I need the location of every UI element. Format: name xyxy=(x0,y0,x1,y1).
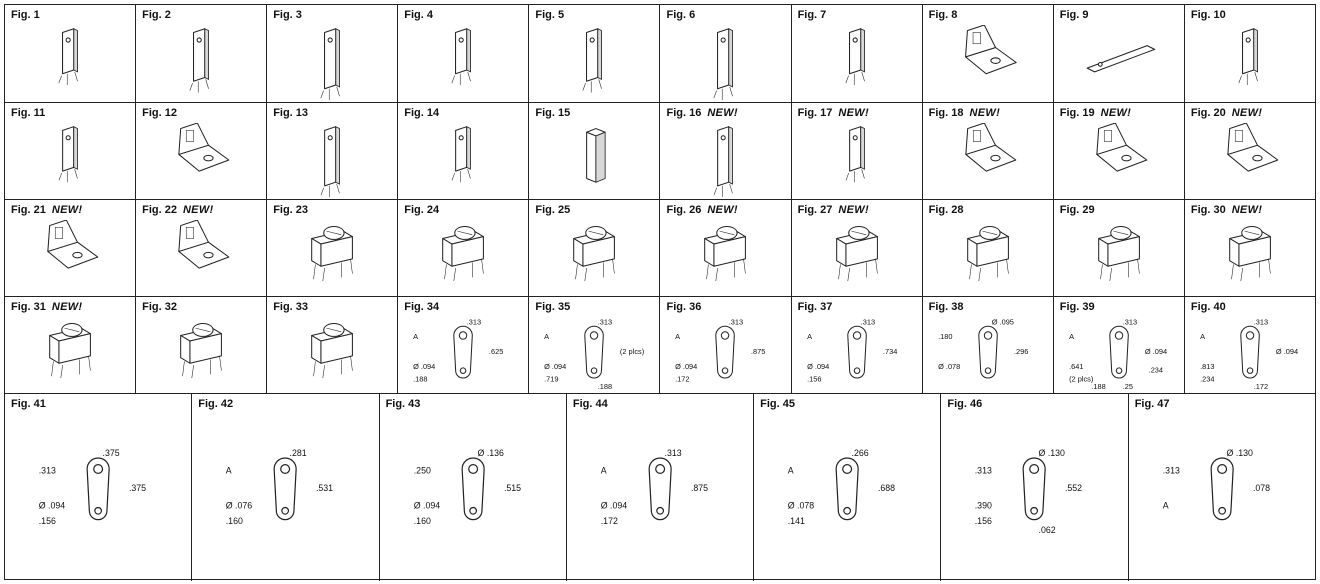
tab-terminal-short-icon xyxy=(5,123,135,197)
dimension-label: Ø .130 xyxy=(1226,447,1253,458)
dimension-label: .313 xyxy=(38,465,56,476)
dimension-label: .281 xyxy=(289,447,307,458)
figure-cell xyxy=(398,103,529,199)
dual-tab-bracket-icon xyxy=(1185,123,1315,197)
figure-label: Fig. 42 xyxy=(198,398,234,410)
new-badge: NEW! xyxy=(182,204,214,216)
ribbed-phillips-terminal-icon xyxy=(5,317,135,391)
angled-screw-terminal-icon xyxy=(267,317,397,391)
figure-label: Fig. 19 xyxy=(1059,107,1095,119)
dimension-label: .875 xyxy=(751,347,766,356)
figure-cell xyxy=(267,200,398,296)
new-badge: NEW! xyxy=(838,107,869,119)
figure-cell xyxy=(136,200,267,296)
dimension-label: Ø .094 xyxy=(413,500,440,511)
figure-caption xyxy=(142,9,171,21)
figure-cell xyxy=(1185,200,1315,296)
figure-label: Fig. 38 xyxy=(928,301,964,313)
dimension-label: .234 xyxy=(1199,374,1215,384)
dimension-label: .813 xyxy=(1199,361,1215,371)
dimension-label: .313 xyxy=(1122,317,1137,327)
figure-label: Fig. 46 xyxy=(947,398,983,410)
figure-cell xyxy=(136,5,267,102)
figure-caption xyxy=(1191,204,1262,216)
figure-cell xyxy=(923,103,1054,199)
dimension-label: A xyxy=(675,332,681,342)
figure-caption xyxy=(1191,107,1262,119)
dimension-label: .313 xyxy=(467,317,482,327)
figure-cell xyxy=(1054,200,1185,296)
figure-label: Fig. 29 xyxy=(1059,204,1095,216)
dual-clip-terminal-icon xyxy=(5,25,135,100)
figure-cell xyxy=(923,200,1054,296)
figure-label: Fig. 5 xyxy=(535,9,565,21)
figure-caption xyxy=(573,398,608,410)
dimension-label: A xyxy=(787,465,794,476)
figure-cell xyxy=(1054,103,1185,199)
phillips-screw-terminal-icon xyxy=(792,220,922,294)
figure-label: Fig. 33 xyxy=(273,301,309,313)
figure-label: Fig. 45 xyxy=(760,398,795,410)
figure-label: Fig. 40 xyxy=(1190,301,1226,313)
figure-cell xyxy=(529,5,660,102)
dimension-label: .719 xyxy=(544,374,559,384)
dimension-label: Ø .130 xyxy=(1038,447,1066,458)
figure-label: Fig. 2 xyxy=(142,9,171,21)
dimension-label: A xyxy=(806,332,812,342)
dimensioned-solder-lug-icon xyxy=(5,414,191,579)
figure-cell xyxy=(1054,297,1185,393)
new-badge: NEW! xyxy=(707,204,738,216)
figure-caption xyxy=(1060,204,1095,216)
dimension-label: A xyxy=(600,465,607,476)
figure-label: Fig. 3 xyxy=(273,9,302,21)
figure-caption xyxy=(11,204,82,216)
figure-caption xyxy=(273,107,308,119)
figure-caption xyxy=(1060,9,1089,21)
dimensioned-solder-lug-icon xyxy=(1054,317,1184,391)
figure-label: Fig. 34 xyxy=(404,301,440,313)
tab-terminal-single-pin-icon xyxy=(792,25,922,100)
figure-label: Fig. 24 xyxy=(404,204,440,216)
square-post-icon xyxy=(529,123,659,197)
figure-label: Fig. 26 xyxy=(666,204,702,216)
dimension-label: A xyxy=(413,332,419,342)
crimp-receptacle-icon xyxy=(267,25,397,100)
dimensioned-solder-lug-icon xyxy=(754,414,940,579)
figure-label: Fig. 41 xyxy=(11,398,46,410)
figure-caption xyxy=(929,107,1000,119)
dimensioned-solder-lug-icon xyxy=(380,414,566,579)
figure-caption xyxy=(11,9,40,21)
figure-label: Fig. 30 xyxy=(1190,204,1226,216)
dimension-label: (2 plcs) xyxy=(620,347,645,356)
dimension-label: .156 xyxy=(975,516,993,526)
figure-caption xyxy=(929,204,964,216)
figure-cell xyxy=(792,103,923,199)
double-tab-terminal-icon xyxy=(1185,25,1315,100)
dimension-label: .266 xyxy=(851,447,869,458)
dimension-label: Ø .094 xyxy=(675,361,698,371)
dimension-label: A xyxy=(544,332,550,342)
figure-cell xyxy=(5,297,136,393)
top-screw-terminal-icon xyxy=(923,220,1053,294)
figure-cell xyxy=(5,394,192,581)
dimension-label: A xyxy=(226,465,232,476)
figure-cell xyxy=(398,200,529,296)
dimension-label: A xyxy=(1162,500,1169,511)
figure-cell xyxy=(792,200,923,296)
new-badge: NEW! xyxy=(838,204,869,216)
dimension-label: .078 xyxy=(1252,483,1270,493)
new-badge: NEW! xyxy=(51,204,83,216)
figure-caption xyxy=(535,9,564,21)
dimensioned-solder-lug-icon xyxy=(660,317,790,391)
dimensioned-solder-lug-icon xyxy=(1129,414,1315,579)
figure-caption xyxy=(798,9,827,21)
dimension-label: .552 xyxy=(1065,483,1083,493)
figure-label: Fig. 14 xyxy=(404,107,440,119)
figure-cell xyxy=(5,200,136,296)
figure-label: Fig. 28 xyxy=(928,204,964,216)
figure-caption xyxy=(142,204,213,216)
figure-label: Fig. 43 xyxy=(385,398,421,410)
figure-caption xyxy=(273,301,308,313)
dimension-label: .313 xyxy=(729,317,744,327)
dimension-label: Ø .094 xyxy=(1275,347,1298,356)
figure-label: Fig. 23 xyxy=(273,204,309,216)
dimensioned-solder-lug-icon xyxy=(792,317,922,391)
dimension-label: .313 xyxy=(598,317,613,327)
dimension-label: Ø .094 xyxy=(600,500,628,511)
screw-terminal-block-icon xyxy=(1054,220,1184,294)
figure-label: Fig. 44 xyxy=(572,398,608,410)
figure-caption xyxy=(929,9,958,21)
screw-clamp-terminal-icon xyxy=(136,317,266,391)
dimension-label: .688 xyxy=(878,483,896,493)
figure-caption xyxy=(273,9,302,21)
tab-terminal-open-leg-icon xyxy=(529,25,659,100)
figure-caption xyxy=(198,398,233,410)
figure-label: Fig. 27 xyxy=(797,204,833,216)
figure-cell xyxy=(923,5,1054,102)
horizontal-tab-terminal-three-leg-icon xyxy=(792,123,922,197)
figure-cell xyxy=(267,5,398,102)
figure-label: Fig. 15 xyxy=(535,107,571,119)
dimension-label: .172 xyxy=(600,516,618,526)
figure-row xyxy=(5,5,1315,103)
figure-caption xyxy=(666,9,695,21)
threaded-block-terminal-icon xyxy=(660,220,790,294)
flat-bracket-tab-icon xyxy=(5,220,135,294)
figure-caption xyxy=(404,204,439,216)
figure-cell xyxy=(398,5,529,102)
dimension-label: .180 xyxy=(937,332,953,342)
figure-label: Fig. 22 xyxy=(142,204,177,216)
dimension-label: .156 xyxy=(38,516,56,526)
dimension-label: .296 xyxy=(1013,347,1028,356)
figure-label: Fig. 37 xyxy=(797,301,833,313)
new-badge: NEW! xyxy=(969,107,1001,119)
dimension-label: Ø .094 xyxy=(38,500,66,511)
figure-cell xyxy=(529,297,660,393)
figure-cell xyxy=(267,103,398,199)
figure-caption xyxy=(142,301,177,313)
figure-caption xyxy=(798,301,833,313)
screw-terminal-block-icon xyxy=(398,220,528,294)
figure-label: Fig. 11 xyxy=(11,107,46,119)
dimensioned-solder-lug-icon xyxy=(941,414,1127,579)
figure-cell xyxy=(792,5,923,102)
figure-row xyxy=(5,103,1315,200)
dimension-label: .313 xyxy=(1253,317,1268,327)
figure-label: Fig. 25 xyxy=(535,204,571,216)
figure-cell xyxy=(941,394,1128,581)
dimension-label: .734 xyxy=(882,347,897,356)
dimensioned-solder-lug-icon xyxy=(529,317,659,391)
figure-cell xyxy=(660,103,791,199)
dimension-label: .641 xyxy=(1068,361,1084,371)
figure-caption xyxy=(404,301,439,313)
angle-bracket-tab-icon xyxy=(923,123,1053,197)
figure-label: Fig. 6 xyxy=(666,9,696,21)
dimension-label: .188 xyxy=(1091,382,1106,391)
dimension-label: Ø .078 xyxy=(937,361,960,371)
figure-caption xyxy=(142,107,177,119)
figure-label: Fig. 7 xyxy=(797,9,827,21)
figure-label: Fig. 10 xyxy=(1190,9,1226,21)
dimension-label: .515 xyxy=(503,483,521,493)
figure-label: Fig. 18 xyxy=(928,107,964,119)
figure-caption xyxy=(11,398,46,410)
figure-label: Fig. 9 xyxy=(1059,9,1089,21)
dimension-label: .172 xyxy=(675,374,690,384)
figure-caption xyxy=(798,204,869,216)
figure-label: Fig. 12 xyxy=(142,107,177,119)
figure-label: Fig. 20 xyxy=(1190,107,1226,119)
figure-label: Fig. 35 xyxy=(535,301,571,313)
dimension-label: .625 xyxy=(489,347,504,356)
figure-label: Fig. 39 xyxy=(1059,301,1095,313)
dimension-label: Ø .094 xyxy=(413,361,436,371)
new-badge: NEW! xyxy=(51,301,83,313)
tab-terminal-three-leg-icon xyxy=(660,25,790,100)
figure-cell xyxy=(1185,103,1315,199)
l-bracket-terminal-icon xyxy=(136,220,266,294)
figure-cell xyxy=(1129,394,1315,581)
dimension-label: (2 plcs) xyxy=(1068,374,1094,384)
figure-caption xyxy=(1060,301,1095,313)
angled-bracket-tab-icon xyxy=(1054,123,1184,197)
dimension-label: .531 xyxy=(316,483,334,493)
figure-row xyxy=(5,297,1315,394)
dimension-label: .160 xyxy=(226,516,244,526)
figure-cell xyxy=(529,103,660,199)
flat-tab-strip-icon xyxy=(1054,25,1184,100)
dimension-label: Ø .094 xyxy=(1144,347,1167,356)
figure-label: Fig. 32 xyxy=(142,301,177,313)
figure-caption xyxy=(386,398,421,410)
figure-label: Fig. 17 xyxy=(797,107,833,119)
dimension-label: .313 xyxy=(975,465,993,476)
dimension-label: .188 xyxy=(598,382,613,391)
figure-caption xyxy=(11,301,82,313)
figure-label: Fig. 21 xyxy=(11,204,46,216)
figure-caption xyxy=(760,398,795,410)
figure-label: Fig. 4 xyxy=(404,9,434,21)
dimension-label: Ø .095 xyxy=(991,317,1014,327)
figure-cell xyxy=(5,5,136,102)
figure-caption xyxy=(929,301,964,313)
dimensioned-solder-lug-icon xyxy=(192,414,378,579)
figure-caption xyxy=(11,107,45,119)
figure-cell xyxy=(660,297,791,393)
figure-caption xyxy=(535,204,570,216)
dimension-label: A xyxy=(1068,332,1074,342)
dimension-label: .188 xyxy=(413,374,428,384)
figure-label: Fig. 16 xyxy=(666,107,702,119)
figure-caption xyxy=(798,107,869,119)
figure-row xyxy=(5,394,1315,581)
tab-terminal-two-leg-icon xyxy=(398,25,528,100)
dimensioned-solder-lug-icon xyxy=(398,317,528,391)
dimension-label: .375 xyxy=(102,447,120,458)
new-badge: NEW! xyxy=(707,107,738,119)
figure-caption xyxy=(1191,301,1226,313)
dimension-label: .250 xyxy=(413,465,431,476)
dimension-label: Ø .094 xyxy=(806,361,829,371)
screw-terminal-icon xyxy=(267,220,397,294)
top-screw-terminal-icon xyxy=(529,220,659,294)
figure-caption xyxy=(404,107,439,119)
figure-cell xyxy=(1054,5,1185,102)
horizontal-tab-terminal-icon xyxy=(660,123,790,197)
figure-label: Fig. 1 xyxy=(11,9,40,21)
dimension-label: .25 xyxy=(1122,382,1133,391)
dimension-label: .160 xyxy=(413,516,431,526)
long-tab-terminal-two-leg-icon xyxy=(398,123,528,197)
figure-cell xyxy=(754,394,941,581)
figure-label: Fig. 13 xyxy=(273,107,309,119)
figure-cell xyxy=(398,297,529,393)
figure-cell xyxy=(1185,5,1315,102)
figure-catalog-grid xyxy=(4,4,1316,580)
right-angle-tab-terminal-icon xyxy=(136,123,266,197)
figure-caption xyxy=(666,204,737,216)
figure-caption xyxy=(273,204,308,216)
figure-label: Fig. 36 xyxy=(666,301,702,313)
dimension-label: .313 xyxy=(860,317,875,327)
figure-caption xyxy=(1060,107,1131,119)
figure-label: Fig. 31 xyxy=(11,301,46,313)
new-badge: NEW! xyxy=(1231,204,1263,216)
dimension-label: .313 xyxy=(664,447,682,458)
figure-cell xyxy=(529,200,660,296)
figure-cell xyxy=(660,5,791,102)
dimension-label: .234 xyxy=(1148,365,1163,375)
figure-caption xyxy=(1191,9,1226,21)
figure-cell xyxy=(192,394,379,581)
dimensioned-solder-lug-icon xyxy=(923,317,1053,391)
dimension-label: .390 xyxy=(975,500,993,511)
dimension-label: .375 xyxy=(128,483,147,493)
dimension-label: .313 xyxy=(1162,465,1180,476)
figure-cell xyxy=(1185,297,1315,393)
figure-caption xyxy=(947,398,982,410)
dimensioned-solder-lug-icon xyxy=(1185,317,1315,391)
dimension-label: Ø .094 xyxy=(544,361,567,371)
dimension-label: A xyxy=(1199,332,1205,342)
dimension-label: .156 xyxy=(806,374,822,384)
figure-caption xyxy=(535,107,570,119)
figure-caption xyxy=(1135,398,1170,410)
dimensioned-solder-lug-icon xyxy=(567,414,753,579)
figure-cell xyxy=(380,394,567,581)
long-tab-terminal-icon xyxy=(267,123,397,197)
figure-cell xyxy=(567,394,754,581)
figure-cell xyxy=(136,103,267,199)
dimension-label: Ø .076 xyxy=(226,500,253,511)
figure-label: Fig. 8 xyxy=(928,9,958,21)
figure-cell xyxy=(136,297,267,393)
figure-caption xyxy=(666,301,701,313)
dimension-label: Ø .136 xyxy=(477,447,504,458)
figure-row xyxy=(5,200,1315,297)
figure-cell xyxy=(923,297,1054,393)
figure-caption xyxy=(666,107,737,119)
dimension-label: .172 xyxy=(1253,382,1268,391)
figure-caption xyxy=(535,301,570,313)
figure-cell xyxy=(267,297,398,393)
dimension-label: Ø .078 xyxy=(787,500,815,511)
dimension-label: .141 xyxy=(787,516,805,526)
dimension-label: .062 xyxy=(1038,524,1057,535)
figure-caption xyxy=(404,9,433,21)
dimension-label: .875 xyxy=(690,483,708,493)
figure-label: Fig. 47 xyxy=(1134,398,1170,410)
new-badge: NEW! xyxy=(1231,107,1263,119)
figure-cell xyxy=(792,297,923,393)
female-quick-connect-icon xyxy=(136,25,266,100)
ribbed-screw-terminal-icon xyxy=(1185,220,1315,294)
figure-cell xyxy=(5,103,136,199)
new-badge: NEW! xyxy=(1100,107,1132,119)
angled-tab-terminal-icon xyxy=(923,25,1053,100)
figure-cell xyxy=(660,200,791,296)
